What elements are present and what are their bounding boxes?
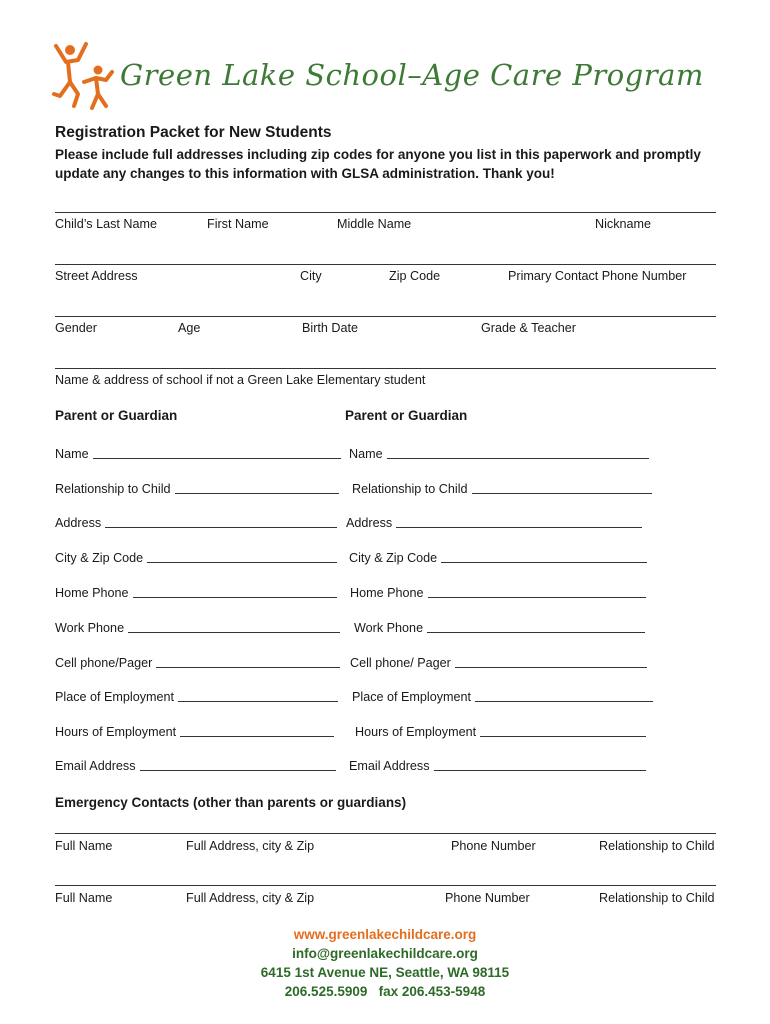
page-title: Registration Packet for New Students <box>55 124 332 141</box>
emergency-2-relationship: Relationship to Child <box>599 891 715 905</box>
g2-address-label: Address <box>346 516 393 530</box>
g2-relationship-label: Relationship to Child <box>352 482 468 496</box>
g1-name-label: Name <box>55 447 89 461</box>
g2-home-phone-field[interactable] <box>350 585 646 600</box>
school-line[interactable] <box>55 368 716 369</box>
g2-cell-label: Cell phone/ Pager <box>350 656 451 670</box>
g2-cell-field[interactable] <box>350 655 647 670</box>
label-grade-teacher: Grade & Teacher <box>481 321 576 335</box>
g1-home-phone-field[interactable] <box>55 585 337 600</box>
g1-cell-blank[interactable] <box>156 655 340 668</box>
emergency-1-relationship: Relationship to Child <box>599 839 715 853</box>
g2-email-blank[interactable] <box>434 758 646 771</box>
g2-address-blank[interactable] <box>396 515 642 528</box>
footer-phones: 206.525.5909 fax 206.453-5948 <box>284 984 486 999</box>
g2-city-zip-blank[interactable] <box>441 550 647 563</box>
g2-employment-blank[interactable] <box>475 689 653 702</box>
g2-name-label: Name <box>349 447 383 461</box>
g1-address-blank[interactable] <box>105 515 337 528</box>
g1-city-zip-field[interactable] <box>55 550 337 565</box>
label-city: City <box>300 269 322 283</box>
label-school: Name & address of school if not a Green Lake Elementary student <box>55 373 426 387</box>
g1-relationship-blank[interactable] <box>175 481 339 494</box>
g1-employment-field[interactable] <box>55 689 338 704</box>
emergency-line-2[interactable] <box>55 885 716 886</box>
emergency-2-full-name: Full Name <box>55 891 113 905</box>
g1-home-phone-blank[interactable] <box>133 585 337 598</box>
emergency-2-phone: Phone Number <box>445 891 530 905</box>
g2-name-blank[interactable] <box>387 446 649 459</box>
label-age: Age <box>178 321 201 335</box>
logo-title: Green Lake School–Age Care Program <box>120 58 704 92</box>
g1-email-blank[interactable] <box>140 758 336 771</box>
g1-employment-label: Place of Employment <box>55 690 174 704</box>
dancing-children-logo-icon <box>48 38 118 112</box>
g1-work-phone-field[interactable] <box>55 620 340 635</box>
g2-hours-blank[interactable] <box>480 724 646 737</box>
g2-work-phone-field[interactable] <box>354 620 645 635</box>
label-last-name: Child’s Last Name <box>55 217 157 231</box>
g2-address-field[interactable] <box>346 515 642 530</box>
footer-email-link[interactable]: info@greenlakechildcare.org <box>292 946 478 961</box>
g1-hours-label: Hours of Employment <box>55 725 177 739</box>
g2-city-zip-label: City & Zip Code <box>349 551 438 565</box>
page-instructions: Please include full addresses including zip codes for anyone you list in this paperwork and promptly update any changes to this information with GLSA administration. Thank you! <box>55 147 701 181</box>
emergency-1-phone: Phone Number <box>451 839 536 853</box>
label-birth-date: Birth Date <box>302 321 358 335</box>
g2-work-phone-label: Work Phone <box>354 621 424 635</box>
g2-employment-field[interactable] <box>352 689 653 704</box>
g2-relationship-blank[interactable] <box>472 481 652 494</box>
g2-city-zip-field[interactable] <box>349 550 647 565</box>
label-street-address: Street Address <box>55 269 138 283</box>
g1-work-phone-label: Work Phone <box>55 621 125 635</box>
g1-name-blank[interactable] <box>93 446 341 459</box>
g1-email-label: Email Address <box>55 759 136 773</box>
g1-work-phone-blank[interactable] <box>128 620 340 633</box>
label-first-name: First Name <box>207 217 269 231</box>
g1-cell-field[interactable] <box>55 655 340 670</box>
emergency-line-1[interactable] <box>55 833 716 834</box>
g1-email-field[interactable] <box>55 758 336 773</box>
label-middle-name: Middle Name <box>337 217 412 231</box>
label-zip-code: Zip Code <box>389 269 441 283</box>
guardian-right-title: Parent or Guardian <box>345 408 468 423</box>
g1-employment-blank[interactable] <box>178 689 338 702</box>
g1-relationship-field[interactable] <box>55 481 339 496</box>
child-address-line[interactable] <box>55 264 716 265</box>
footer-website-link[interactable]: www.greenlakechildcare.org <box>293 927 477 942</box>
emergency-title: Emergency Contacts (other than parents or guardians) <box>55 795 407 810</box>
label-gender: Gender <box>55 321 98 335</box>
g1-city-zip-label: City & Zip Code <box>55 551 144 565</box>
g1-hours-field[interactable] <box>55 724 334 739</box>
g1-relationship-label: Relationship to Child <box>55 482 171 496</box>
g1-cell-label: Cell phone/Pager <box>55 656 153 670</box>
label-nickname: Nickname <box>595 217 651 231</box>
g2-email-field[interactable] <box>349 758 646 773</box>
g1-name-field[interactable] <box>55 446 341 461</box>
g2-email-label: Email Address <box>349 759 430 773</box>
child-name-line[interactable] <box>55 212 716 213</box>
g1-address-field[interactable] <box>55 515 337 530</box>
g2-cell-blank[interactable] <box>455 655 647 668</box>
g1-address-label: Address <box>55 516 102 530</box>
g2-relationship-field[interactable] <box>352 481 652 496</box>
g2-name-field[interactable] <box>349 446 649 461</box>
g2-hours-field[interactable] <box>355 724 646 739</box>
g1-hours-blank[interactable] <box>180 724 334 737</box>
emergency-2-address: Full Address, city & Zip <box>186 891 315 905</box>
child-details-line[interactable] <box>55 316 716 317</box>
g2-hours-label: Hours of Employment <box>355 725 477 739</box>
label-primary-phone: Primary Contact Phone Number <box>508 269 687 283</box>
g2-work-phone-blank[interactable] <box>427 620 645 633</box>
g2-employment-label: Place of Employment <box>352 690 471 704</box>
guardian-left-title: Parent or Guardian <box>55 408 178 423</box>
emergency-1-full-name: Full Name <box>55 839 113 853</box>
g1-city-zip-blank[interactable] <box>147 550 337 563</box>
footer-address: 6415 1st Avenue NE, Seattle, WA 98115 <box>260 965 510 980</box>
g2-home-phone-label: Home Phone <box>350 586 424 600</box>
emergency-1-address: Full Address, city & Zip <box>186 839 315 853</box>
g2-home-phone-blank[interactable] <box>428 585 646 598</box>
g1-home-phone-label: Home Phone <box>55 586 129 600</box>
